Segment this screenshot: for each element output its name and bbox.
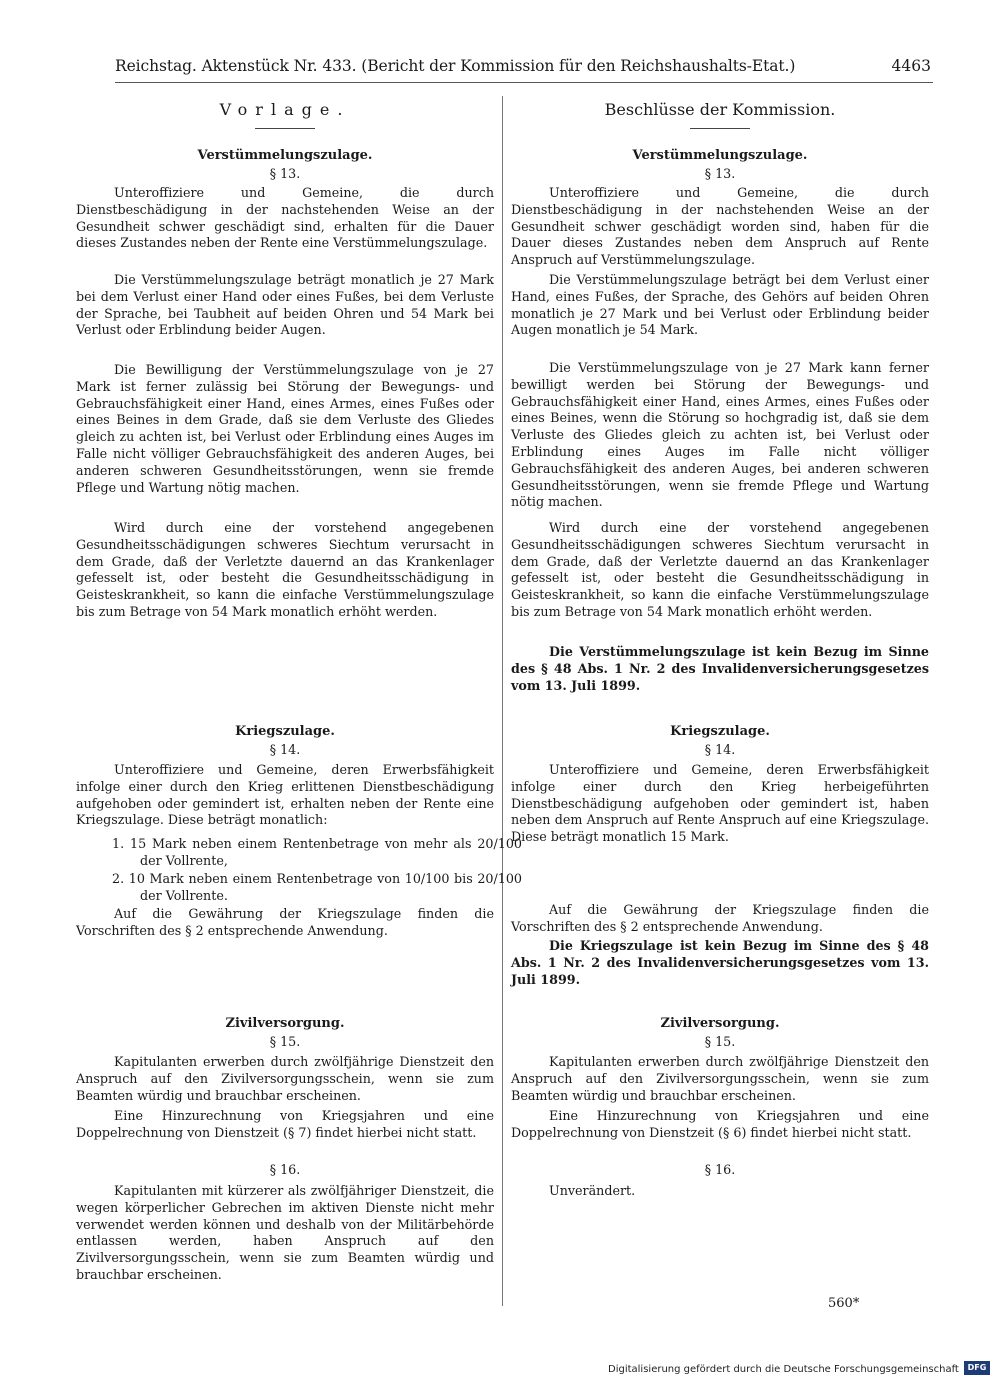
section-title: Kriegszulage. xyxy=(235,724,335,739)
paragraph: Unteroffiziere und Gemeine, deren Erwerbsfähigkeit infolge einer durch den Krieg herbeigeführten Dienstbeschädigung aufgehoben oder gemindert ist, haben neben dem Anspruch auf Rente Anspruch auf eine Kriegszulage. Diese beträgt monatlich 15 Mark. xyxy=(511,762,929,845)
signature-mark: 560* xyxy=(828,1296,860,1311)
section-title: Zivilversorgung. xyxy=(660,1016,780,1031)
paragraph-number: § 15. xyxy=(269,1034,301,1049)
dfg-logo-icon: DFG xyxy=(964,1361,990,1375)
section-title: Verstümmelungszulage. xyxy=(632,148,808,163)
paragraph: Kapitulanten mit kürzerer als zwölfjähriger Dienstzeit, die wegen körperlicher Gebrechen im aktiven Dienste nicht mehr verwendet werden können und deshalb von der Militärbehörde entlassen werden, haben Anspruch auf den Zivilversorgungsschein, wenn sie zum Beamten würdig und brauchbar erscheinen. xyxy=(76,1183,494,1282)
paragraph: Auf die Gewährung der Kriegszulage finden die Vorschriften des § 2 entsprechende Anwendung. xyxy=(511,902,929,934)
paragraph: Eine Hinzurechnung von Kriegsjahren und eine Doppelrechnung von Dienstzeit (§ 6) findet hierbei nicht statt. xyxy=(511,1108,929,1140)
heading-rule xyxy=(255,128,315,129)
heading-rule xyxy=(690,128,750,129)
amendment-paragraph: Die Verstümmelungszulage ist kein Bezug im Sinne des § 48 Abs. 1 Nr. 2 des Invalidenversicherungsgesetzes vom 13. Juli 1899. xyxy=(511,644,929,693)
paragraph: Eine Hinzurechnung von Kriegsjahren und eine Doppelrechnung von Dienstzeit (§ 7) findet hierbei nicht statt. xyxy=(76,1108,494,1140)
right-column-heading: Beschlüsse der Kommission. xyxy=(604,100,836,119)
header-rule xyxy=(115,82,933,83)
paragraph-number: § 16. xyxy=(704,1162,736,1177)
list-item: 1. 15 Mark neben einem Rentenbetrage von mehr als 20/100 der Vollrente, xyxy=(112,836,522,868)
paragraph-number: § 13. xyxy=(704,166,736,181)
paragraph-number: § 14. xyxy=(704,742,736,757)
paragraph: Kapitulanten erwerben durch zwölfjährige Dienstzeit den Anspruch auf den Zivilversorgungsschein, wenn sie zum Beamten würdig und brauchbar erscheinen. xyxy=(511,1054,929,1103)
digitization-credit: Digitalisierung gefördert durch die Deutsche Forschungsgemeinschaft xyxy=(608,1364,959,1375)
section-title: Verstümmelungszulage. xyxy=(197,148,373,163)
paragraph: Kapitulanten erwerben durch zwölfjährige Dienstzeit den Anspruch auf den Zivilversorgungsschein, wenn sie zum Beamten würdig und brauchbar erscheinen. xyxy=(76,1054,494,1103)
running-title: Reichstag. Aktenstück Nr. 433. (Bericht der Kommission für den Reichshaushalts-Etat.) xyxy=(115,57,796,75)
left-column xyxy=(76,96,522,1282)
page-number: 4463 xyxy=(891,57,931,75)
paragraph: Wird durch eine der vorstehend angegebenen Gesundheitsschädigungen schweres Siechtum verursacht in dem Grade, daß der Verletzte dauernd an das Krankenlager gefesselt ist, oder besteht die Gesundheitsschädigung in Geisteskrankheit, so kann die einfache Verstümmelungszulage bis zum Betrage von 54 Mark monatlich erhöht werden. xyxy=(76,520,494,619)
right-column xyxy=(511,96,929,1198)
paragraph-number: § 16. xyxy=(269,1162,301,1177)
paragraph: Die Bewilligung der Verstümmelungszulage von je 27 Mark ist ferner zulässig bei Störung der Bewegungs- und Gebrauchsfähigkeit einer Hand, eines Armes, eines Fußes oder eines Beines in dem Grade, daß sie dem Verluste des Gliedes gleich zu achten ist, bei Verlust oder Erblindung eines Auges im Falle nicht völliger Gebrauchsfähigkeit des anderen Auges, bei anderen schweren Gesundheitsstörungen, wenn sie fremde Pflege und Wartung nötig machen. xyxy=(76,362,494,495)
left-column-heading: Vorlage. xyxy=(219,100,351,119)
section-title: Kriegszulage. xyxy=(670,724,770,739)
paragraph: Unverändert. xyxy=(549,1183,636,1198)
paragraph: Unteroffiziere und Gemeine, deren Erwerbsfähigkeit infolge einer durch den Krieg erlittenen Dienstbeschädigung aufgehoben oder gemindert ist, erhalten neben der Rente eine Kriegszulage. Diese beträgt monatlich: xyxy=(76,762,494,828)
section-title: Zivilversorgung. xyxy=(225,1016,345,1031)
paragraph: Unteroffiziere und Gemeine, die durch Dienstbeschädigung in der nachstehenden Weise an der Gesundheit schwer geschädigt sind, erhalten für die Dauer dieses Zustandes neben der Rente eine Verstümmelungszulage. xyxy=(76,185,494,251)
paragraph: Auf die Gewährung der Kriegszulage finden die Vorschriften des § 2 entsprechende Anwendung. xyxy=(76,906,494,938)
paragraph-number: § 13. xyxy=(269,166,301,181)
paragraph: Unteroffiziere und Gemeine, die durch Dienstbeschädigung in der nachstehenden Weise an der Gesundheit schwer geschädigt worden sind, haben für die Dauer dieses Zustandes neben dem Anspruch auf Rente Anspruch auf Verstümmelungszulage. xyxy=(511,185,929,268)
paragraph: Die Verstümmelungszulage von je 27 Mark kann ferner bewilligt werden bei Störung der Bewegungs- und Gebrauchsfähigkeit einer Hand, eines Armes, eines Fußes oder eines Beines, wenn die Störung so hochgradig ist, daß sie dem Verluste des Gliedes gleich zu achten ist, bei Verlust oder Erblindung eines Auges im Falle nicht völliger Gebrauchsfähigkeit des anderen Auges, bei anderen schweren Gesundheitsstörungen, wenn sie fremde Pflege und Wartung nötig machen. xyxy=(511,360,929,510)
column-divider xyxy=(502,96,503,1306)
paragraph-number: § 14. xyxy=(269,742,301,757)
paragraph: Wird durch eine der vorstehend angegebenen Gesundheitsschädigungen schweres Siechtum verursacht in dem Grade, daß der Verletzte dauernd an das Krankenlager gefesselt ist, oder besteht die Gesundheitsschädigung in Geisteskrankheit, so kann die einfache Verstümmelungszulage bis zum Betrage von 54 Mark monatlich erhöht werden. xyxy=(511,520,929,619)
amendment-paragraph: Die Kriegszulage ist kein Bezug im Sinne des § 48 Abs. 1 Nr. 2 des Invalidenversicherungsgesetzes vom 13. Juli 1899. xyxy=(511,938,929,987)
paragraph: Die Verstümmelungszulage beträgt monatlich je 27 Mark bei dem Verlust einer Hand oder eines Fußes, bei dem Verluste der Sprache, bei Taubheit auf beiden Ohren und 54 Mark bei Verlust oder Erblindung beider Augen. xyxy=(76,272,494,338)
list-item: 2. 10 Mark neben einem Rentenbetrage von 10/100 bis 20/100 der Vollrente. xyxy=(112,871,522,903)
paragraph-number: § 15. xyxy=(704,1034,736,1049)
paragraph: Die Verstümmelungszulage beträgt bei dem Verlust einer Hand, eines Fußes, der Sprache, des Gehörs auf beiden Ohren monatlich je 27 Mark und bei Verlust oder Erblindung beider Augen monatlich je 54 Mark. xyxy=(511,272,929,338)
